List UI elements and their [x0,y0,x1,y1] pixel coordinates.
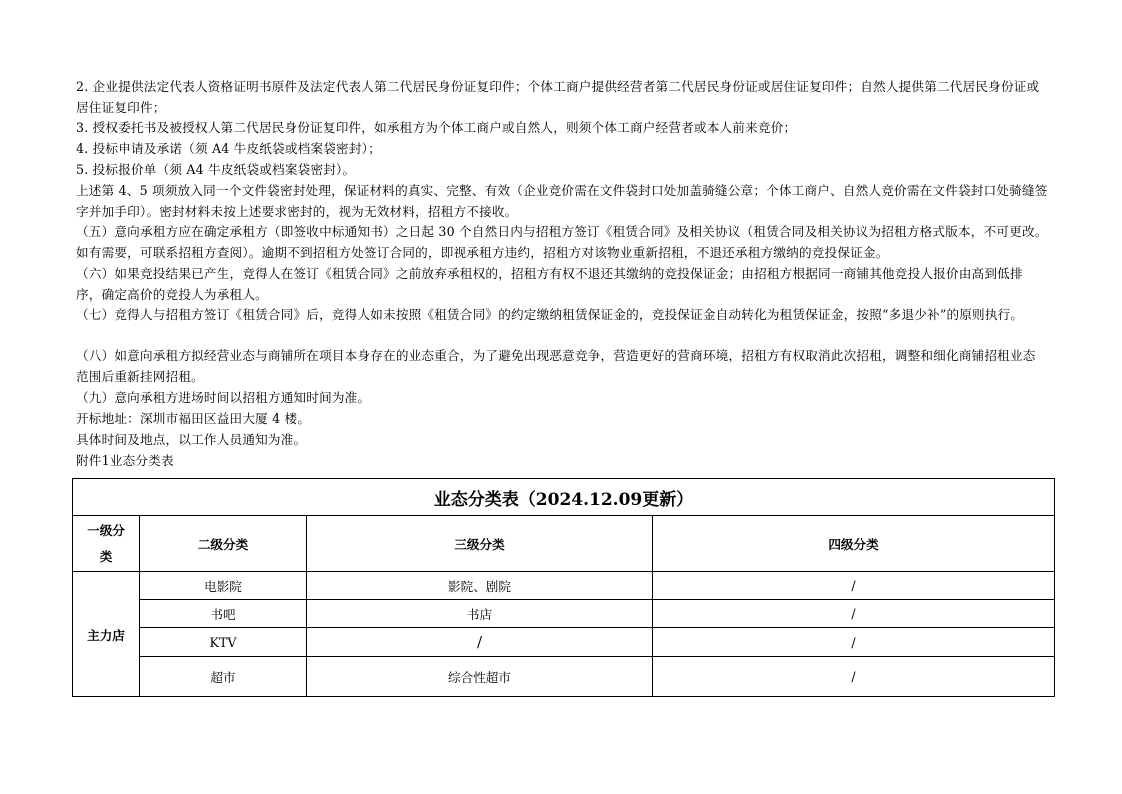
table-row [73,628,1055,657]
attachment-label: 附件1业态分类表 [76,453,174,468]
group-main-store: 主力店 [73,572,140,697]
paragraph-clause-7: （七）竞得人与招租方签订《租赁合同》后，竞得人如未按照《租赁合同》的约定缴纳租赁保证金的，竞投保证金自动转化为租赁保证金，按照“多退少补”的原则执行。 [76,307,1024,322]
cell-level4: / [653,600,1055,628]
paragraph-item-4: 4. 投标申请及承诺（须 A4 牛皮纸袋或档案袋密封）； [76,141,381,156]
paragraph-bid-address: 开标地址：深圳市福田区益田大厦 4 楼。 [76,411,311,426]
table-row [73,600,1055,628]
table-header-row [73,516,1055,572]
cell-level4: / [653,657,1055,697]
paragraph-item-2: 2. 企业提供法定代表人资格证明书原件及法定代表人第二代居民身份证复印件；个体工商户提供经营者第二代居民身份证或居住证复印件；自然人提供第二代居民身份证或居住证复印件； [76,79,1040,115]
cell-level3: 综合性超市 [307,657,653,697]
paragraph-clause-8: （八）如意向承租方拟经营业态与商铺所在项目本身存在的业态重合，为了避免出现恶意竞争，营造更好的营商环境，招租方有权取消此次招租，调整和细化商铺招租业态范围后重新挂网招租。 [76,348,1036,384]
paragraph-time-place: 具体时间及地点，以工作人员通知为准。 [76,432,307,447]
header-level1 [73,516,140,572]
business-classification-table [72,478,1055,697]
table-row [73,572,1055,600]
header-level1-line1: 一级分 [87,522,125,538]
paragraph-item-5: 5. 投标报价单（须 A4 牛皮纸袋或档案袋密封）。 [76,162,356,177]
paragraph-clause-6: （六）如果竞投结果已产生，竞得人在签订《租赁合同》之前放弃承租权的，招租方有权不退还其缴纳的竞投保证金；由招租方根据同一商铺其他竞投人报价由高到低排序，确定高价的竞投人为承租人。 [76,266,1023,302]
table-row [73,657,1055,697]
header-level2: 二级分类 [140,516,307,572]
cell-level2: 电影院 [140,572,307,600]
header-level4: 四级分类 [653,516,1055,572]
paragraph-clause-5: （五）意向承租方应在确定承租方（即签收中标通知书）之日起 30 个自然日内与招租方签订《租赁合同》及相关协议（租赁合同及相关协议为招租方格式版本，不可更改。如有需要，可联系招租方查阅）。逾期不到招租方处签订合同的，即视承租方违约，招租方对该物业重新招租，不退还承租方缴纳的竞投保证金。 [76,224,1048,260]
cell-level3: 书店 [307,600,653,628]
cell-level4: / [653,572,1055,600]
cell-level4: / [653,628,1055,657]
cell-level3: / [307,628,653,657]
paragraph-item-3: 3. 授权委托书及被授权人第二代居民身份证复印件，如承租方为个体工商户或自然人，则须个体工商户经营者或本人前来竞价； [76,120,797,135]
table-title: 业态分类表（2024.12.09更新） [73,479,1055,516]
cell-level2: 超市 [140,657,307,697]
paragraph-clause-9: （九）意向承租方进场时间以招租方通知时间为准。 [76,390,371,405]
header-level1-line2: 类 [99,548,113,564]
paragraph-sealing-note: 上述第 4、5 项须放入同一个文件袋密封处理，保证材料的真实、完整、有效（企业竞价需在文件袋封口处加盖骑缝公章；个体工商户、自然人竞价需在文件袋封口处骑缝签字并加手印）。密封材料未按上述要求密封的，视为无效材料，招租方不接收。 [76,183,1048,219]
header-level3: 三级分类 [307,516,653,572]
cell-level3: 影院、剧院 [307,572,653,600]
cell-level2: KTV [140,628,307,657]
cell-level2: 书吧 [140,600,307,628]
